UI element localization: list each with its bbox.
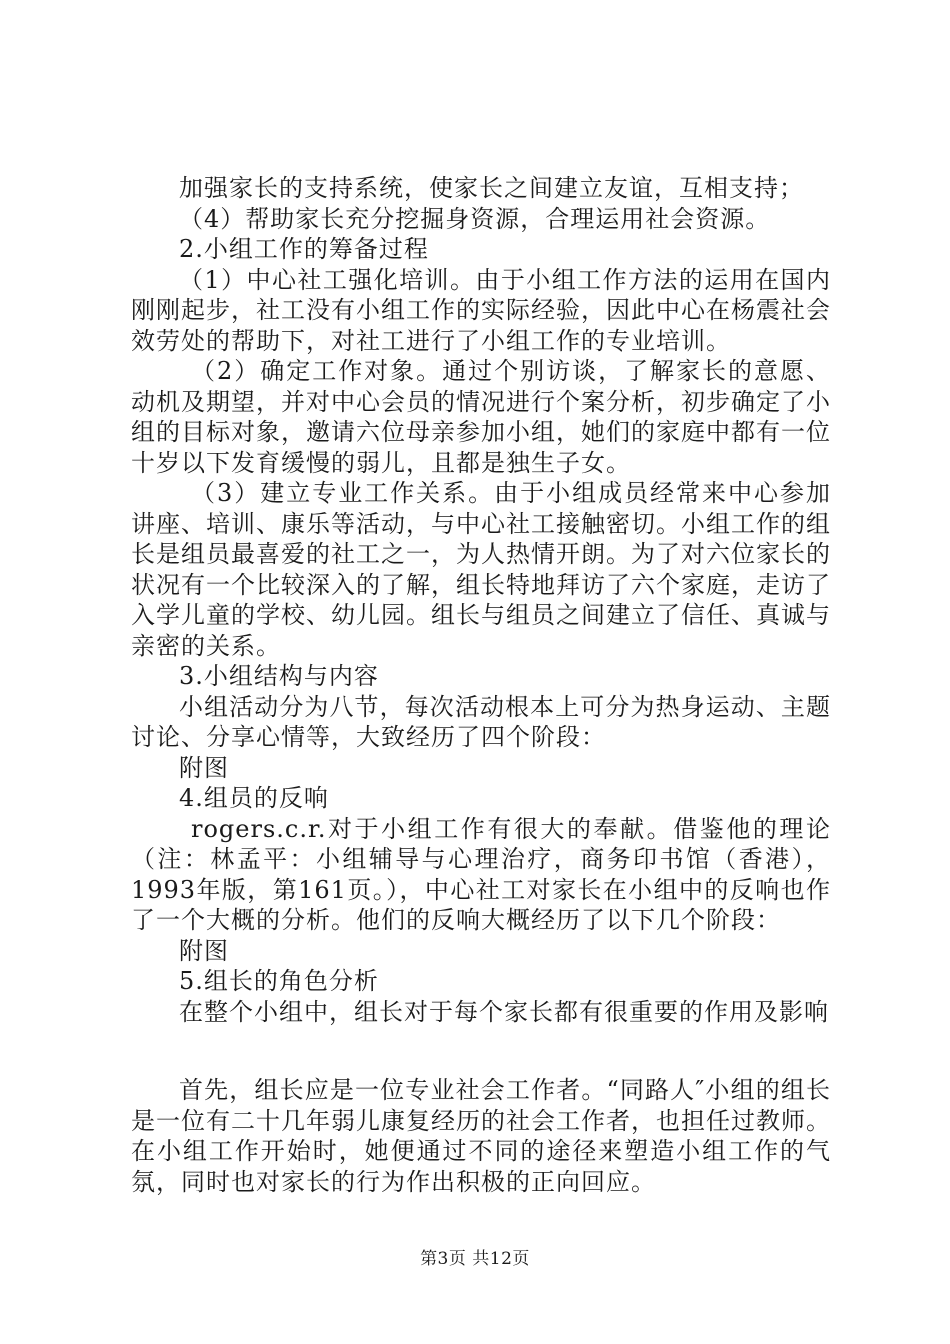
section-heading: 3.小组结构与内容	[179, 662, 379, 690]
paragraph: rogers.c.r.对于小组工作有很大的奉献。借鉴他的理论（注：林孟平：小组辅导与心理治疗，商务印书馆（香港），1993年版，第161页。），中心社工对家长在小组中的反响也作了一个大概的分析。他们的反响大概经历了以下几个阶段：	[131, 814, 831, 934]
paragraph: 在整个小组中，组长对于每个家长都有很重要的作用及影响	[179, 997, 829, 1026]
section-heading: 4.组员的反响	[179, 784, 329, 812]
paragraph: 小组活动分为八节，每次活动根本上可分为热身运动、主题讨论、分享心情等，大致经历了四个阶段：	[131, 692, 831, 751]
figure-placeholder: 附图	[179, 753, 229, 782]
body-text	[131, 173, 831, 1197]
section-heading: 5.组长的角色分析	[179, 967, 379, 995]
blank-line	[131, 1027, 831, 1075]
page-footer: 第3页 共12页	[420, 1249, 530, 1269]
paragraph: （4）帮助家长充分挖掘身资源，合理运用社会资源。	[179, 204, 771, 233]
figure-placeholder: 附图	[179, 936, 229, 965]
paragraph: （1）中心社工强化培训。由于小组工作方法的运用在国内刚刚起步，社工没有小组工作的实际经验，因此中心在杨震社会效劳处的帮助下，对社工进行了小组工作的专业培训。	[131, 265, 831, 355]
paragraph: （3）建立专业工作关系。由于小组成员经常来中心参加讲座、培训、康乐等活动，与中心社工接触密切。小组工作的组长是组员最喜爱的社工之一，为人热情开朗。为了对六位家长的状况有一个比较深入的了解，组长特地拜访了六个家庭，走访了入学儿童的学校、幼儿园。组长与组员之间建立了信任、真诚与亲密的关系。	[131, 479, 831, 660]
section-heading: 2.小组工作的筹备过程	[179, 235, 429, 263]
paragraph: 首先，组长应是一位专业社会工作者。“同路人″小组的组长是一位有二十几年弱儿康复经历的社会工作者，也担任过教师。在小组工作开始时，她便通过不同的途径来塑造小组工作的气氛，同时也对家长的行为作出积极的正向回应。	[131, 1076, 831, 1196]
paragraph: 加强家长的支持系统，使家长之间建立友谊，互相支持；	[179, 174, 804, 202]
paragraph: （2）确定工作对象。通过个别访谈，了解家长的意愿、动机及期望，并对中心会员的情况进行个案分析，初步确定了小组的目标对象，邀请六位母亲参加小组，她们的家庭中都有一位十岁以下发育缓慢的弱儿，且都是独生子女。	[131, 357, 831, 477]
